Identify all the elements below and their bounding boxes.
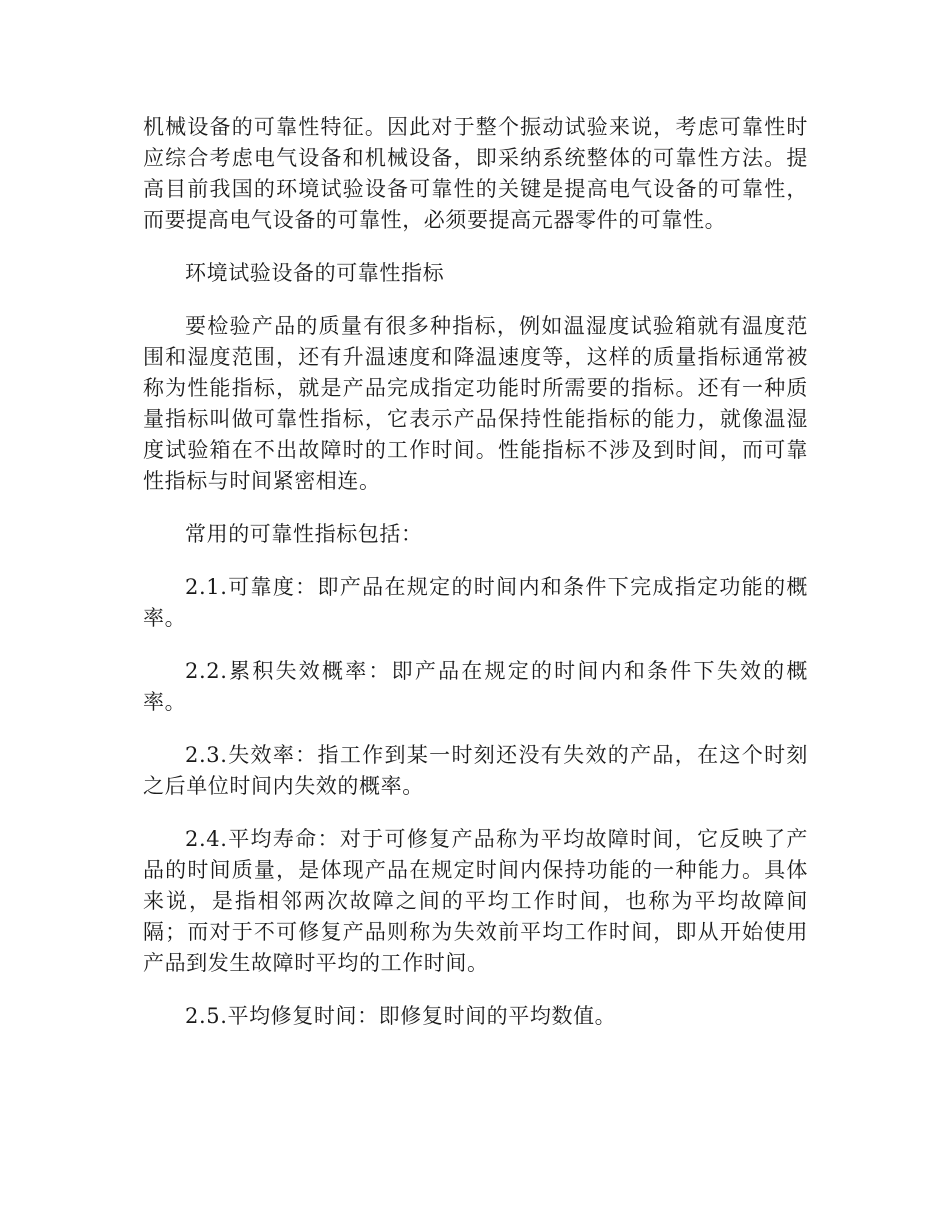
list-item-failure-rate: 2.3.失效率：指工作到某一时刻还没有失效的产品，在这个时刻之后单位时间内失效的概率。 xyxy=(143,743,808,798)
section-heading: 环境试验设备的可靠性指标 xyxy=(185,261,445,285)
list-item-mean-repair-time: 2.5.平均修复时间：即修复时间的平均数值。 xyxy=(185,1004,617,1028)
paragraph-common-list-intro: 常用的可靠性指标包括： xyxy=(185,522,423,546)
paragraph-intro: 机械设备的可靠性特征。因此对于整个振动试验来说，考虑可靠性时应综合考虑电气设备和机械设备，即采纳系统整体的可靠性方法。提高目前我国的环境试验设备可靠性的关键是提高电气设备的可靠性，而要提高电气设备的可靠性，必须要提高元器零件的可靠性。 xyxy=(143,115,808,232)
document-page xyxy=(143,112,808,1054)
list-item-reliability: 2.1.可靠度：即产品在规定的时间内和条件下完成指定功能的概率。 xyxy=(143,575,808,630)
list-item-cumulative-failure: 2.2.累积失效概率：即产品在规定的时间内和条件下失效的概率。 xyxy=(143,659,808,714)
paragraph-indicators: 要检验产品的质量有很多种指标，例如温湿度试验箱就有温度范围和湿度范围，还有升温速度和降温速度等，这样的质量指标通常被称为性能指标，就是产品完成指定功能时所需要的指标。还有一种质量指标叫做可靠性指标，它表示产品保持性能指标的能力，就像温湿度试验箱在不出故障时的工作时间。性能指标不涉及到时间，而可靠性指标与时间紧密相连。 xyxy=(143,314,808,493)
list-item-mean-life: 2.4.平均寿命：对于可修复产品称为平均故障时间，它反映了产品的时间质量，是体现产品在规定时间内保持功能的一种能力。具体来说，是指相邻两次故障之间的平均工作时间，也称为平均故障间隔；而对于不可修复产品则称为失效前平均工作时间，即从开始使用产品到发生故障时平均的工作时间。 xyxy=(143,827,808,975)
